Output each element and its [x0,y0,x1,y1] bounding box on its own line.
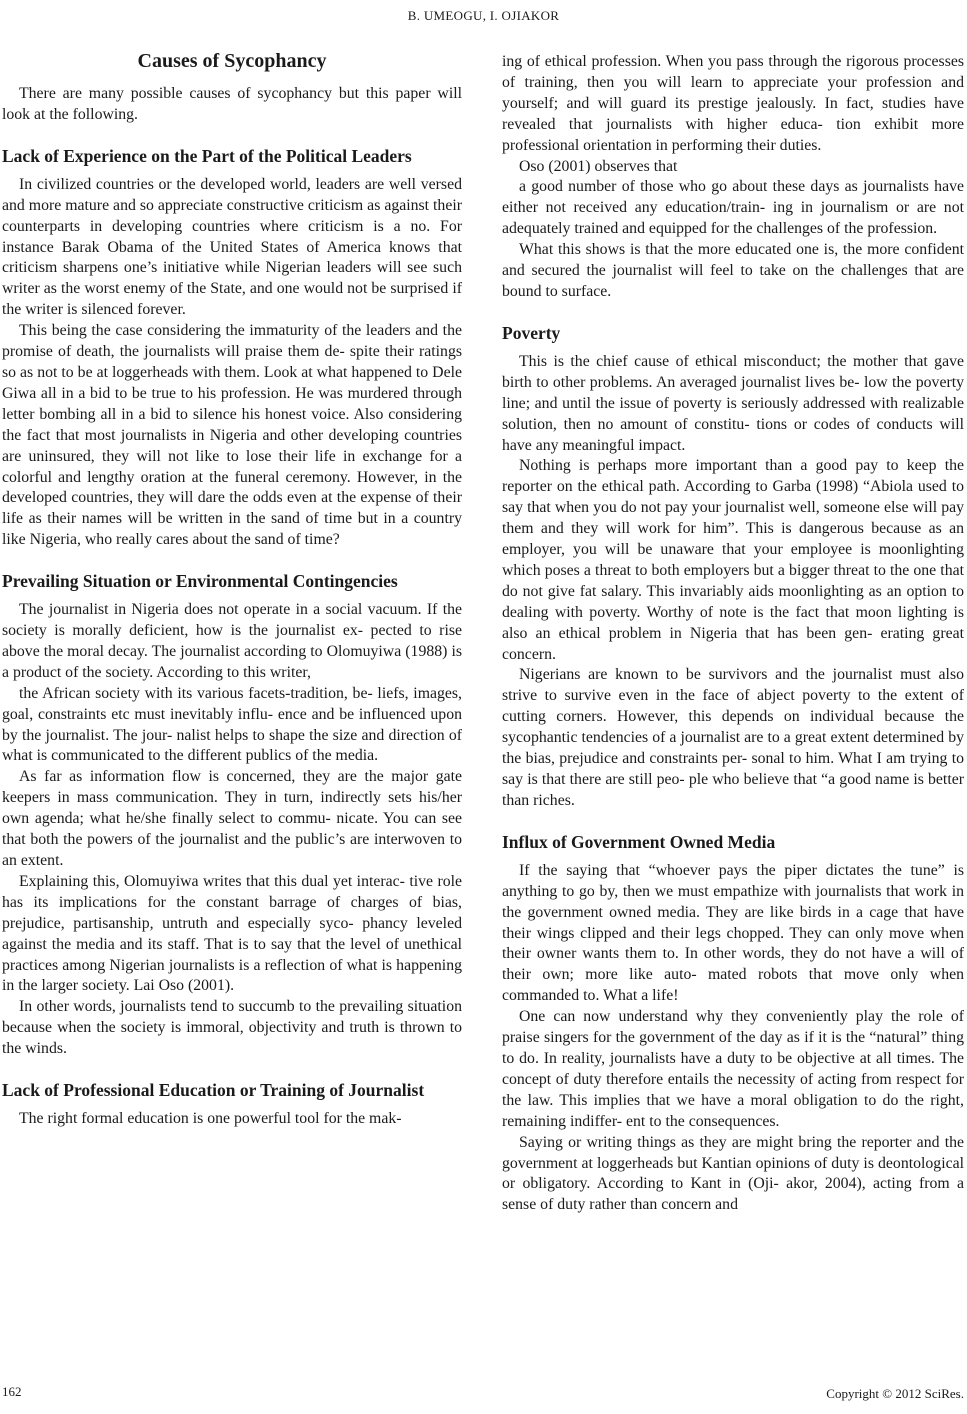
paragraph: The right formal education is one powerful tool for the mak- [19,1110,402,1128]
paragraph: In civilized countries or the developed world, leaders are well versed and more mature and so appreciate constructive criticism as against their counterparts in developing countries where criticism is a no. For instance Barak Obama of the United States of America knows that criticism sharpens one’s initiative while Nigerian leaders will see such writer as the worst enemy of the State, and one would not be surprised if the writer is silenced forever. [2,175,462,319]
subheading: Lack of Experience on the Part of the Political Leaders [2,145,412,166]
paragraph: What this shows is that the more educated one is, the more confident and secured the journalist will feel to take on the challenges that are bound to surface. [502,241,964,300]
paragraph: One can now understand why they conveniently play the role of praise singers for the government of the day as if it is the “natural” thing to do. In reality, journalists have a duty to be objective at all times. The concept of duty therefore entails the necessity of acting from respect for the law. This implies that we have a moral obligation to do the right, remaining indiffer- ent to the consequences. [502,1008,964,1130]
running-head: B. UMEOGU, I. OJIAKOR [407,8,560,23]
subheading: Poverty [502,322,561,343]
paragraph: Oso (2001) observes that [519,157,678,175]
section-title: Causes of Sycophancy [137,50,327,72]
paragraph: Nothing is perhaps more important than a good pay to keep the reporter on the ethical path. According to Garba (1998) “Abiola used to say that when you do not pay your journalist well, someone else will pay them and they will work for him”. This is dangerous because as an employer, you will be unaware that your employee is moonlighting which poses a threat to both employers but a bigger threat to the one that do not give fat salary. This invariably aids moonlighting as an option to dealing with poverty. Worthy of note is the fact that moon lighting is also an ethical problem in Nigeria that has been gen- erating great concern. [502,457,964,663]
copyright-notice: Copyright © 2012 SciRes. [826,1386,964,1401]
paragraph: This is the chief cause of ethical misconduct; the mother that gave birth to other problems. An averaged journalist lives be- low the poverty line; and until the issue of poverty is seriously addressed with realizable solution, then no amount of constitu- tions or codes of conducts will have any meaningful impact. [502,352,964,454]
paragraph: Nigerians are known to be survivors and the journalist must also strive to survive even in the face of abject poverty to the extent of cutting corners. However, this depends on individual because the sycophantic tendencies of a journalist are to a great extent determined by the bias, prejudice and constraints per- sonal to him. What I am trying to say is that there are still peo- ple who believe that “a good name is better than riches. [502,666,964,809]
paragraph: If the saying that “whoever pays the piper dictates the tune” is anything to go by, then we must empathize with journalists that work in the government owned media. They are like birds in a cage that have their wings clipped and their legs chopped. They can only move when their owner wants them to. In other words, they do not have a will of their own; more like auto- mated robots that move only when commanded to. What a life! [502,861,964,1005]
subheading: Prevailing Situation or Environmental Contingencies [2,571,398,592]
subheading: Lack of Professional Education or Training of Journalist [2,1080,425,1101]
paragraph: As far as information flow is concerned, they are the major gate keepers in mass communication. They in turn, indirectly sets his/her own agenda; what he/she finally select to commu- nicate. You can see that both the powers of the journalist and the public’s are interwoven to an extent. [2,768,462,869]
paragraph: Explaining this, Olomuyiwa writes that this dual yet interac- tive role has its implications for the constant barrage of charges of bias, prejudice, partisanship, untruth and especially syco- phancy leveled against the media and its staff. That is to say that the level of unethical practices among Nigerian journalists is a reflection of what is happening in the larger society. Lai Oso (2001). [2,872,462,995]
paragraph: This being the case considering the immaturity of the leaders and the promise of death, the journalists will praise them de- spite their ratings so as not to be at loggerheads with them. Look at what happened to Dele Giwa all in a bid to be true to his profession. He was murdered through letter bombing all in a bid to silence his honest voice. Also considering the fact that most journalists in Nigeria and other developing countries are uninsured, they will not like to lose their life in exchange for a colorful and lengthy oration at the funeral ceremony. However, in the developed countries, they will dare the odds even at the expense of their life as their names will be written in the sand of time but in a country like Nigeria, who really cares about the sand of time? [2,322,462,549]
block-quote: a good number of those who go about these days as journalists have either not received any education/train- ing in journalism or are not adequately trained and equipped for the challenges of the profession. [502,178,964,238]
subheading: Influx of Government Owned Media [502,831,776,852]
paragraph: In other words, journalists tend to succumb to the prevailing situation because when the society is immoral, objectivity and truth is thrown to the winds. [2,998,462,1058]
page-number: 162 [2,1384,22,1399]
paragraph: There are many possible causes of sycophancy but this paper will look at the following. [2,85,462,123]
left-column [2,48,462,1130]
paragraph: The journalist in Nigeria does not operate in a social vacuum. If the society is morally deficient, how is the journalist ex- pected to rise above the moral decay. The journalist according to Olomuyiwa (1988) is a product of the society. According to this writer, [2,601,462,681]
paragraph: Saying or writing things as they are might bring the reporter and the government at loggerheads but Kantian opinions of duty is deontological or obligatory. According to Kant in (Oji- akor, 2004), acting from a sense of duty rather than concern and [502,1133,964,1214]
block-quote: the African society with its various facets-tradition, be- liefs, images, goal, constraints etc must inevitably influ- ence and be influenced upon by the journalist. The jour- nalist helps to shape the size and direction of what is communicated to the different publics of the media. [2,684,462,765]
paragraph: ing of ethical profession. When you pass through the rigorous processes of training, then you will learn to appreciate your profession and yourself; and will guard its prestige jealously. In fact, studies have revealed that journalists with higher educa- tion exhibit more professional orientation in performing their duties. [502,53,964,154]
right-column [502,52,964,1216]
